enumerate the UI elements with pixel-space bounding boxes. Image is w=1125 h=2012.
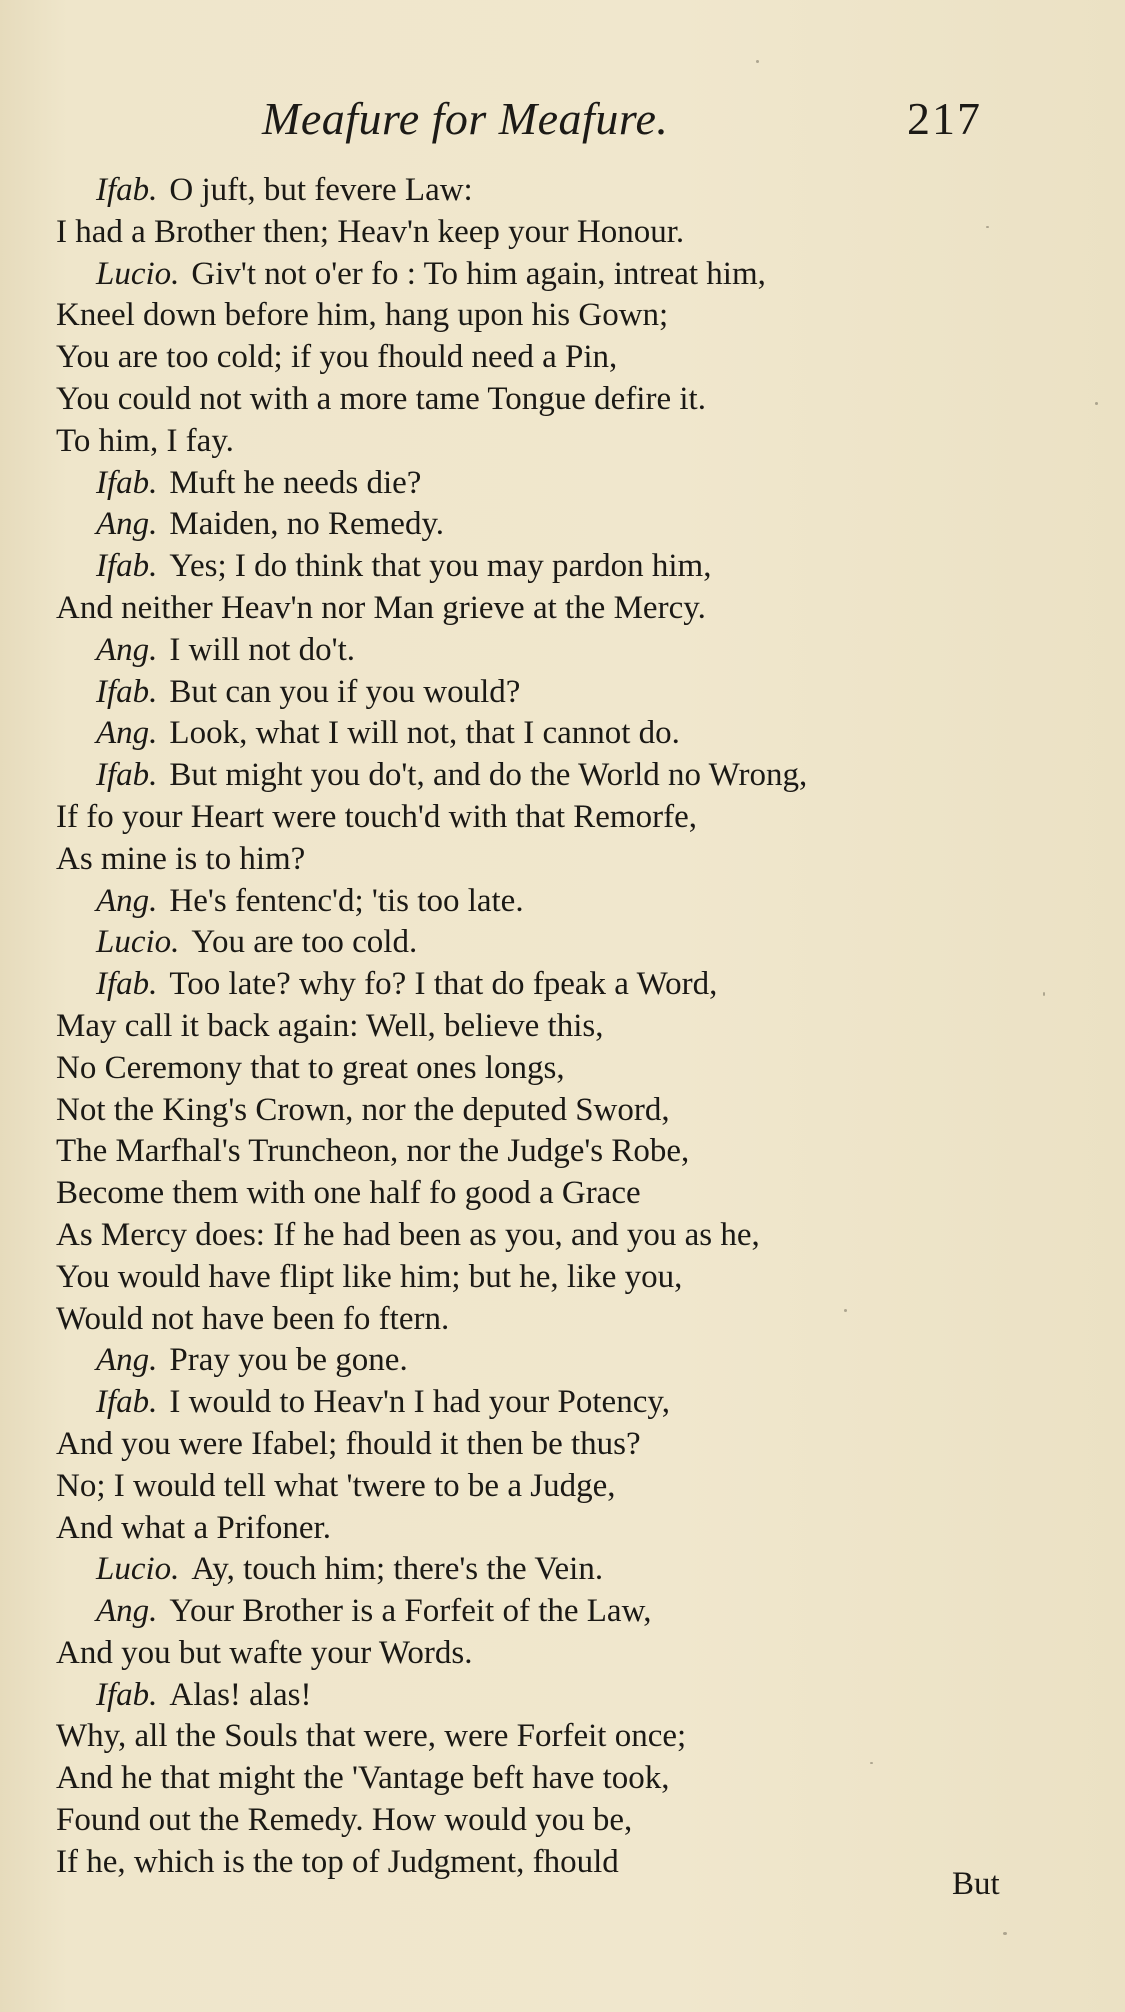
speech-line (0, 504, 1125, 546)
verse-line (0, 1716, 1125, 1758)
speaker-name: Ifab. (96, 464, 158, 501)
line-text: Pray you be gone. (169, 1342, 408, 1379)
speech-line (0, 170, 1125, 212)
verse-line (0, 1173, 1125, 1215)
line-text: Ay, touch him; there's the Vein. (191, 1551, 604, 1588)
speaker-name: Ifab. (96, 548, 158, 585)
line-text: You could not with a more tame Tongue defire it. (56, 380, 706, 417)
line-text: Not the King's Crown, nor the deputed Sword, (56, 1091, 670, 1128)
line-text: May call it back again: Well, believe this, (56, 1007, 604, 1044)
verse-line (0, 1131, 1125, 1173)
verse-line (0, 1215, 1125, 1257)
verse-line (0, 337, 1125, 379)
speaker-name: Ifab. (96, 757, 158, 794)
line-text: He's fentenc'd; 'tis too late. (169, 882, 524, 919)
speech-line (0, 755, 1125, 797)
line-text: You are too cold; if you fhould need a Pin, (56, 339, 618, 376)
page-header (0, 92, 1125, 152)
speaker-name: Ifab. (96, 172, 158, 208)
speaker-name: Ang. (96, 715, 158, 752)
line-text: Your Brother is a Forfeit of the Law, (169, 1593, 652, 1630)
verse-line (0, 1633, 1125, 1675)
line-text: If he, which is the top of Judgment, fhould (56, 1843, 619, 1880)
line-text: And he that might the 'Vantage beft have took, (56, 1760, 670, 1797)
speech-line (0, 1549, 1125, 1591)
verse-line (0, 1299, 1125, 1341)
speech-line (0, 463, 1125, 505)
verse-line (0, 1424, 1125, 1466)
line-text: Look, what I will not, that I cannot do. (169, 715, 680, 752)
line-text: Kneel down before him, hang upon his Gown; (56, 297, 669, 334)
line-text: To him, I fay. (56, 422, 234, 459)
verse-line (0, 1758, 1125, 1800)
speaker-name: Ifab. (96, 1384, 158, 1421)
speaker-name: Ang. (96, 1593, 158, 1630)
page-number: 217 (907, 93, 982, 144)
speech-line (0, 922, 1125, 964)
speaker-name: Ang. (96, 1342, 158, 1379)
speech-line (0, 1340, 1125, 1382)
line-text: As Mercy does: If he had been as you, and you as he, (56, 1216, 760, 1253)
line-text: You would have flipt like him; but he, like you, (56, 1258, 683, 1295)
verse-line (0, 1090, 1125, 1132)
line-text: The Marfhal's Truncheon, nor the Judge's Robe, (56, 1133, 690, 1170)
speaker-name: Lucio. (96, 924, 180, 961)
verse-line (0, 212, 1125, 254)
line-text: I had a Brother then; Heav'n keep your Honour. (56, 213, 685, 250)
speaker-name: Ifab. (96, 673, 158, 710)
line-text: Too late? why fo? I that do fpeak a Word, (169, 966, 718, 1003)
speaker-name: Ang. (96, 882, 158, 919)
verse-line (0, 1800, 1125, 1842)
speech-line (0, 546, 1125, 588)
verse-line (0, 1048, 1125, 1090)
speaker-name: Ang. (96, 631, 158, 668)
play-text (0, 170, 1125, 1884)
verse-line (0, 1508, 1125, 1550)
speech-line (0, 713, 1125, 755)
line-text: I would to Heav'n I had your Potency, (169, 1384, 670, 1421)
line-text: If fo your Heart were touch'd with that Remorfe, (56, 798, 697, 835)
line-text: Giv't not o'er fo : To him again, intreat him, (191, 255, 766, 292)
verse-line (0, 421, 1125, 463)
line-text: Why, all the Souls that were, were Forfeit once; (56, 1718, 687, 1755)
speaker-name: Lucio. (96, 1551, 180, 1588)
line-text: As mine is to him? (56, 840, 306, 877)
speech-line (0, 1382, 1125, 1424)
line-text: No Ceremony that to great ones longs, (56, 1049, 565, 1086)
speaker-name: Ifab. (96, 1676, 158, 1713)
verse-line (0, 839, 1125, 881)
verse-line (0, 1006, 1125, 1048)
speech-line (0, 1675, 1125, 1717)
line-text: Found out the Remedy. How would you be, (56, 1802, 633, 1839)
line-text: I will not do't. (169, 631, 356, 668)
line-text: No; I would tell what 'twere to be a Judge, (56, 1467, 616, 1504)
line-text: Yes; I do think that you may pardon him, (169, 548, 712, 585)
line-text: But can you if you would? (169, 673, 521, 710)
line-text: And what a Prifoner. (56, 1509, 331, 1546)
speech-line (0, 672, 1125, 714)
line-text: You are too cold. (191, 924, 418, 961)
line-text: O juft, but fevere Law: (169, 172, 473, 208)
speech-line (0, 630, 1125, 672)
line-text: Would not have been fo ftern. (56, 1300, 450, 1337)
running-title: Meafure for Meafure. (262, 93, 669, 144)
line-text: Muft he needs die? (169, 464, 422, 501)
line-text: And you but wafte your Words. (56, 1634, 473, 1671)
verse-line (0, 295, 1125, 337)
line-text: But might you do't, and do the World no Wrong, (169, 757, 808, 794)
speaker-name: Lucio. (96, 255, 180, 292)
verse-line (0, 797, 1125, 839)
speech-line (0, 254, 1125, 296)
catchword: But (952, 1866, 1000, 1902)
line-text: And you were Ifabel; fhould it then be thus? (56, 1425, 641, 1462)
speech-line (0, 964, 1125, 1006)
speaker-name: Ifab. (96, 966, 158, 1003)
line-text: Alas! alas! (169, 1676, 312, 1713)
verse-line (0, 379, 1125, 421)
line-text: Become them with one half fo good a Grace (56, 1175, 641, 1212)
speech-line (0, 1591, 1125, 1633)
line-text: Maiden, no Remedy. (169, 506, 445, 543)
verse-line (0, 1466, 1125, 1508)
speaker-name: Ang. (96, 506, 158, 543)
verse-line (0, 1257, 1125, 1299)
line-text: And neither Heav'n nor Man grieve at the Mercy. (56, 589, 706, 626)
speech-line (0, 881, 1125, 923)
verse-line (0, 588, 1125, 630)
